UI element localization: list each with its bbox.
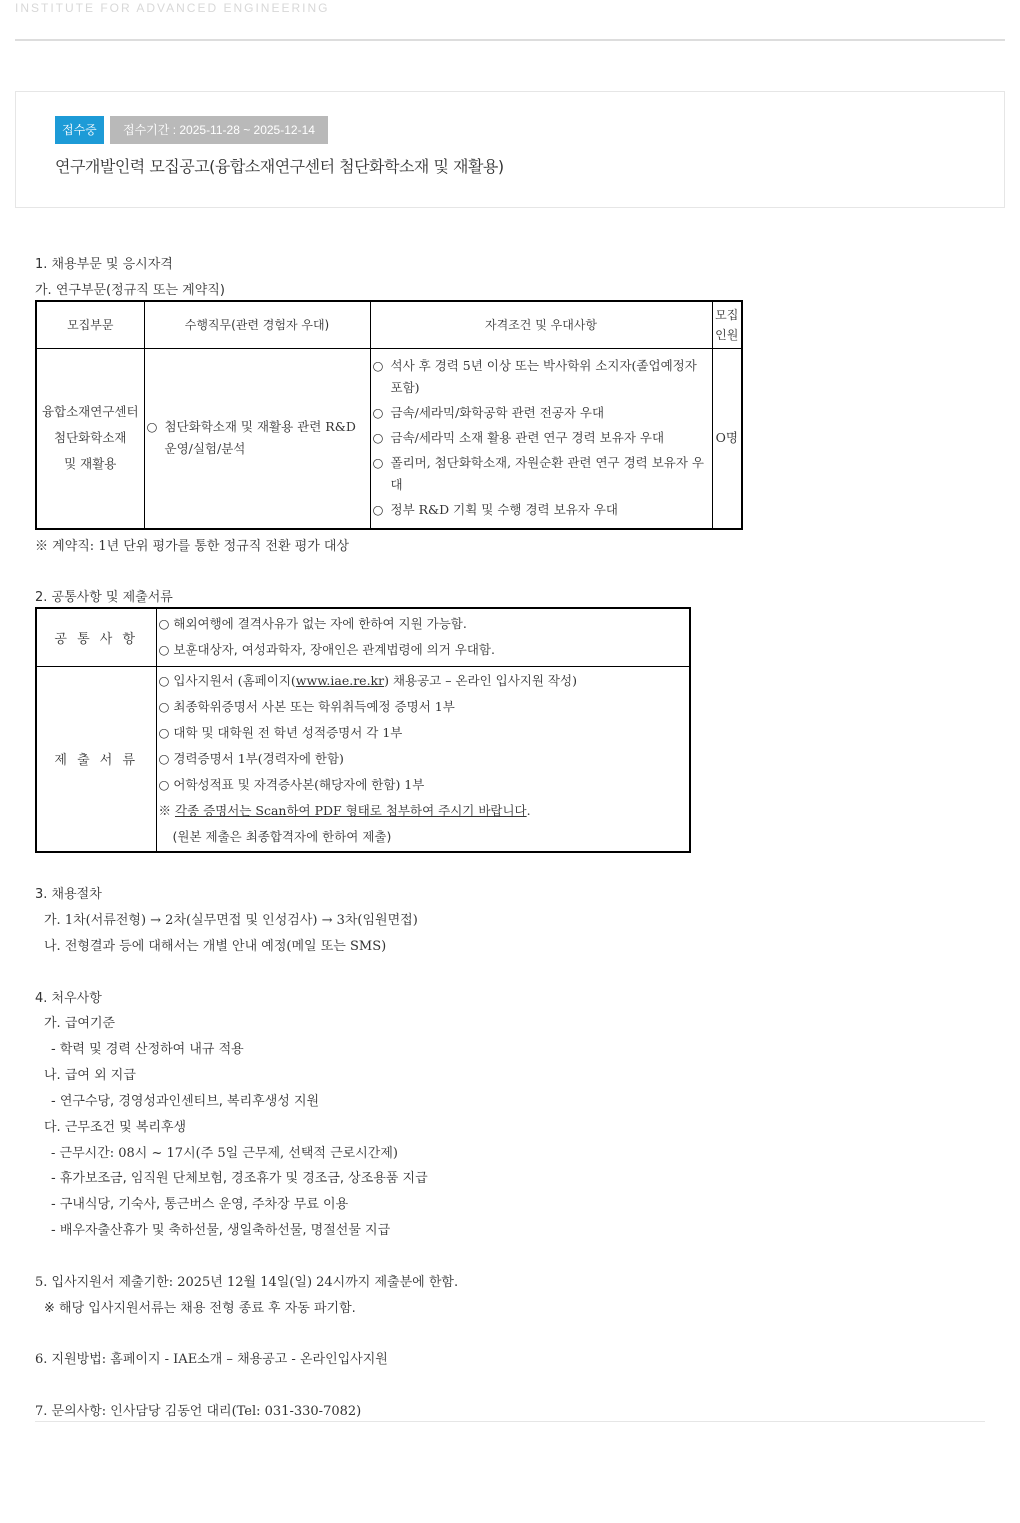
status-badge: 접수중 — [55, 116, 104, 144]
section4-line: - 배우자출산휴가 및 축하선물, 생일축하선물, 명절선물 지급 — [51, 1223, 391, 1238]
section4-line: - 휴가보조금, 임직원 단체보험, 경조휴가 및 경조금, 상조용품 지급 — [51, 1171, 428, 1186]
qualification-item — [371, 427, 712, 449]
common-item: ○ 보훈대상자, 여성과학자, 장애인은 관계법령에 의거 우대함. — [158, 642, 495, 658]
docs-label: 제 출 서 류 — [36, 666, 156, 852]
dept-line: 첨단화학소재 — [54, 430, 127, 446]
section4-line: - 학력 및 경력 산정하여 내규 적용 — [51, 1042, 244, 1057]
doc-note-2: (원본 제출은 최종합격자에 한하여 제출) — [172, 828, 392, 844]
qualification-item — [371, 355, 712, 399]
docs-items-cell — [156, 666, 690, 852]
doc-note-text: 각종 증명서는 Scan하여 PDF 형태로 첨부하여 주시기 바랍니다 — [174, 802, 527, 818]
duty-text: 첨단화학소재 및 재활용 관련 R&D 운영/실험/분석 — [164, 419, 356, 457]
recruit-table — [35, 300, 743, 530]
headcount-cell: O명 — [712, 348, 742, 529]
qualification-item — [371, 452, 712, 496]
doc-item: ○ 대학 및 대학원 전 학년 성적증명서 각 1부 — [158, 724, 403, 740]
qualification-item — [371, 499, 712, 521]
circle-bullet-icon: ○ — [372, 502, 384, 518]
circle-bullet-icon: ○ — [372, 430, 384, 446]
post-header-box — [15, 91, 1005, 208]
duty-item — [145, 416, 370, 460]
col-header-count: 모집 인원 — [712, 301, 742, 348]
doc-item: ○ 어학성적표 및 자격증사본(해당자에 한함) 1부 — [158, 776, 425, 792]
common-item: ○ 해외여행에 결격사유가 없는 자에 한하여 지원 가능함. — [158, 616, 467, 632]
section1-note: ※ 계약직: 1년 단위 평가를 통한 정규직 전환 평가 대상 — [35, 539, 350, 554]
section7-heading: 7. 문의사항: 인사담당 김동언 대리(Tel: 031-330-7082) — [35, 1404, 362, 1419]
section3-heading: 3. 채용절차 — [35, 887, 102, 902]
section5-heading: 5. 입사지원서 제출기한: 2025년 12월 14일(일) 24시까지 제출분에 한함. — [35, 1275, 459, 1290]
section2-heading: 2. 공통사항 및 제출서류 — [35, 590, 173, 605]
dept-line: 융합소재연구센터 — [41, 404, 139, 420]
circle-bullet-icon: ○ — [146, 419, 158, 435]
section4-line: 나. 급여 외 지급 — [44, 1068, 136, 1083]
dept-line: 및 재활용 — [64, 456, 117, 472]
circle-bullet-icon: ○ — [372, 405, 384, 421]
section6-heading: 6. 지원방법: 홈페이지 - IAE소개 – 채용공고 - 온라인입사지원 — [35, 1352, 388, 1367]
doc-item — [157, 668, 690, 694]
section4-heading: 4. 처우사항 — [35, 991, 102, 1006]
doc-item: ○ 경력증명서 1부(경력자에 한함) — [158, 750, 344, 766]
qualification-text: 정부 R&D 기획 및 수행 경력 보유자 우대 — [390, 502, 618, 518]
doc-item: ○ 최종학위증명서 사본 또는 학위취득예정 증명서 1부 — [158, 698, 455, 714]
qualification-text: 금속/세라믹 소재 활용 관련 연구 경력 보유자 우대 — [390, 430, 665, 446]
col-header-duty: 수행직무(관련 경험자 우대) — [144, 301, 370, 348]
section3-line: 나. 전형결과 등에 대해서는 개별 안내 예정(메일 또는 SMS) — [44, 939, 387, 954]
note-mark: ※ — [158, 802, 175, 818]
period-badge: 접수기간 : 2025-11-28 ~ 2025-12-14 — [110, 116, 328, 144]
circle-bullet-icon: ○ — [372, 455, 384, 471]
section5-note: ※ 해당 입사지원서류는 채용 전형 종료 후 자동 파기함. — [44, 1301, 356, 1316]
doc-item-text: ○ 입사지원서 (홈페이지( — [158, 672, 296, 688]
dept-cell — [36, 348, 144, 529]
qualification-text: 금속/세라믹/화학공학 관련 전공자 우대 — [390, 405, 605, 421]
qualification-text: 석사 후 경력 5년 이상 또는 박사학위 소지자(졸업예정자 포함) — [390, 358, 697, 396]
duty-cell — [144, 348, 370, 529]
section1-heading: 1. 채용부문 및 응시자격 — [35, 257, 173, 272]
circle-bullet-icon: ○ — [372, 358, 384, 374]
section4-line: - 연구수당, 경영성과인센티브, 복리후생성 지원 — [51, 1094, 320, 1109]
section3-line: 가. 1차(서류전형) → 2차(실무면접 및 인성검사) → 3차(임원면접) — [44, 913, 418, 928]
qualification-item — [371, 402, 712, 424]
section4-line: - 구내식당, 기숙사, 통근버스 운영, 주차장 무료 이용 — [51, 1197, 349, 1212]
site-subtitle: INSTITUTE FOR ADVANCED ENGINEERING — [15, 1, 330, 15]
bottom-divider — [35, 1421, 985, 1422]
doc-item-text: ) 채용공고 – 온라인 입사지원 작성) — [384, 672, 577, 688]
qualification-text: 폴리머, 첨단화학소재, 자원순환 관련 연구 경력 보유자 우대 — [390, 455, 704, 493]
note-end: . — [526, 802, 531, 818]
post-title: 연구개발인력 모집공고(융합소재연구센터 첨단화학소재 및 재활용) — [55, 157, 504, 176]
common-items-cell — [156, 608, 690, 666]
section4-line: - 근무시간: 08시 ~ 17시(주 5일 근무제, 선택적 근로시간제) — [51, 1146, 398, 1161]
doc-note — [157, 798, 690, 824]
col-header-dept: 모집부문 — [36, 301, 144, 348]
homepage-link[interactable]: www.iae.re.kr — [295, 672, 385, 688]
section4-line: 다. 근무조건 및 복리후생 — [44, 1120, 187, 1135]
documents-table — [35, 607, 691, 853]
section4-line: 가. 급여기준 — [44, 1016, 116, 1031]
col-header-qual: 자격조건 및 우대사항 — [370, 301, 712, 348]
site-header — [15, 0, 1005, 41]
section1-sub: 가. 연구부문(정규직 또는 계약직) — [35, 283, 225, 298]
qualifications-cell — [370, 348, 712, 529]
common-label: 공 통 사 항 — [36, 608, 156, 666]
